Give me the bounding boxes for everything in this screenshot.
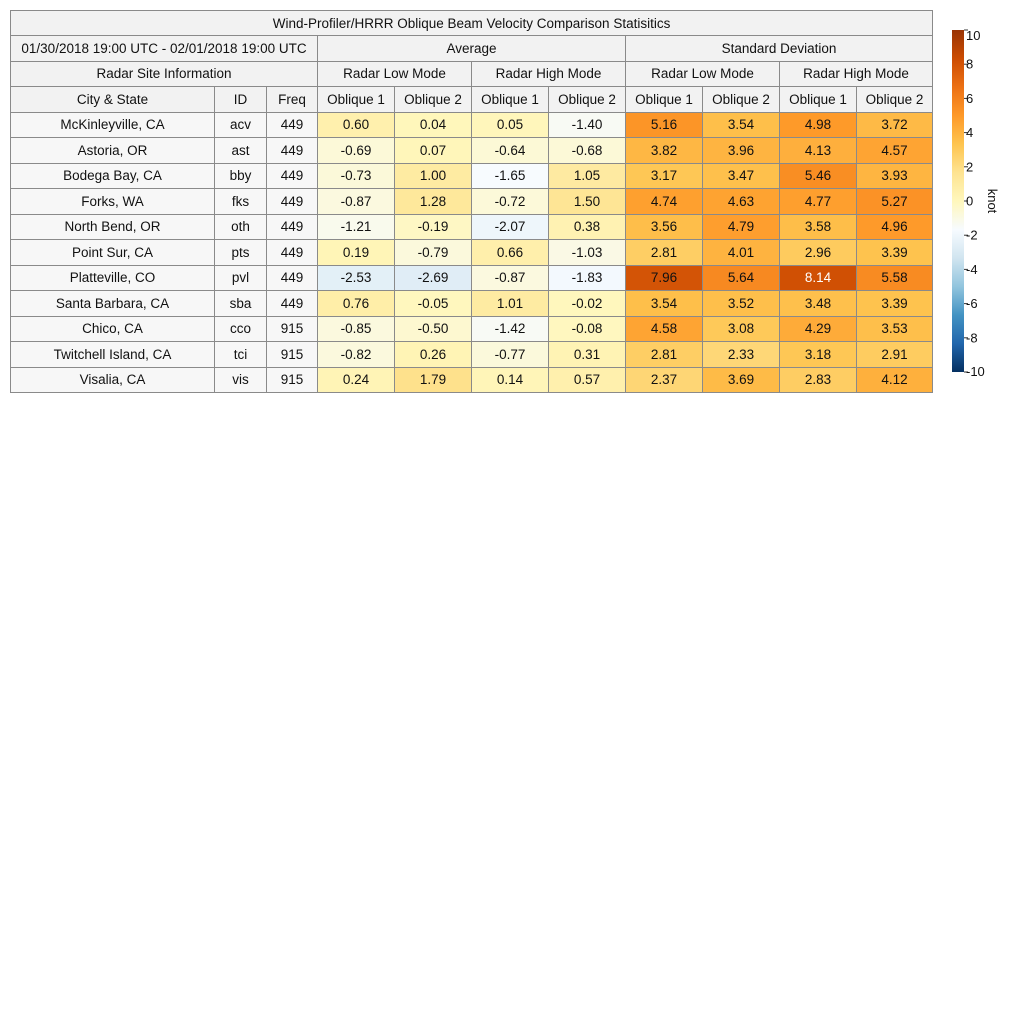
- colorbar-tick-label: -10: [966, 364, 985, 378]
- value-cell: 2.81: [626, 342, 703, 368]
- colorbar-tick-label: -6: [966, 296, 978, 312]
- value-cell: 3.56: [626, 214, 703, 240]
- value-cell: -0.08: [549, 316, 626, 342]
- column-header: ID: [215, 87, 267, 113]
- value-cell: 4.98: [780, 112, 857, 138]
- column-header: Oblique 2: [857, 87, 933, 113]
- colorbar-tick-label: 0: [966, 193, 974, 209]
- site-id-cell: pts: [215, 240, 267, 266]
- value-cell: 5.58: [857, 265, 933, 291]
- colorbar-tick-label: 8: [966, 56, 974, 72]
- value-cell: 5.46: [780, 163, 857, 189]
- colorbar: [950, 28, 1010, 378]
- value-cell: -1.65: [472, 163, 549, 189]
- value-cell: 4.79: [703, 214, 780, 240]
- value-cell: 3.08: [703, 316, 780, 342]
- colorbar-tick-label: 4: [966, 125, 974, 141]
- column-header: Oblique 2: [395, 87, 472, 113]
- value-cell: 1.50: [549, 189, 626, 215]
- value-cell: 3.53: [857, 316, 933, 342]
- value-cell: -0.72: [472, 189, 549, 215]
- value-cell: 5.27: [857, 189, 933, 215]
- mode-header-std-low: Radar Low Mode: [626, 61, 780, 87]
- value-cell: -0.50: [395, 316, 472, 342]
- column-header: Oblique 1: [318, 87, 395, 113]
- value-cell: 0.19: [318, 240, 395, 266]
- value-cell: 4.96: [857, 214, 933, 240]
- value-cell: -1.40: [549, 112, 626, 138]
- value-cell: 4.29: [780, 316, 857, 342]
- value-cell: 0.26: [395, 342, 472, 368]
- value-cell: 3.17: [626, 163, 703, 189]
- mode-header-avg-high: Radar High Mode: [472, 61, 626, 87]
- site-id-cell: sba: [215, 291, 267, 317]
- value-cell: 1.05: [549, 163, 626, 189]
- value-cell: 0.66: [472, 240, 549, 266]
- site-id-cell: acv: [215, 112, 267, 138]
- table-row: [11, 240, 933, 266]
- value-cell: -2.07: [472, 214, 549, 240]
- table-row: [11, 112, 933, 138]
- table-row: [11, 291, 933, 317]
- site-city-cell: Astoria, OR: [11, 138, 215, 164]
- value-cell: -0.19: [395, 214, 472, 240]
- site-id-cell: pvl: [215, 265, 267, 291]
- value-cell: -0.79: [395, 240, 472, 266]
- colorbar-tick-label: -4: [966, 261, 978, 277]
- value-cell: 2.37: [626, 367, 703, 393]
- site-id-cell: cco: [215, 316, 267, 342]
- value-cell: 3.39: [857, 240, 933, 266]
- site-id-cell: fks: [215, 189, 267, 215]
- table-title: Wind-Profiler/HRRR Oblique Beam Velocity Comparison Statisitics: [11, 11, 933, 36]
- site-city-cell: Twitchell Island, CA: [11, 342, 215, 368]
- value-cell: 4.74: [626, 189, 703, 215]
- table-row: [11, 163, 933, 189]
- mode-header-avg-low: Radar Low Mode: [318, 61, 472, 87]
- site-freq-cell: 449: [267, 265, 318, 291]
- column-header: Oblique 1: [472, 87, 549, 113]
- site-city-cell: Visalia, CA: [11, 367, 215, 393]
- table-row: [11, 189, 933, 215]
- site-info-header: Radar Site Information: [11, 61, 318, 87]
- value-cell: 0.76: [318, 291, 395, 317]
- site-freq-cell: 915: [267, 316, 318, 342]
- site-city-cell: North Bend, OR: [11, 214, 215, 240]
- site-city-cell: Forks, WA: [11, 189, 215, 215]
- site-freq-cell: 915: [267, 367, 318, 393]
- mode-header-std-high: Radar High Mode: [780, 61, 933, 87]
- colorbar-tick-label: -2: [966, 227, 978, 243]
- table-row: [11, 265, 933, 291]
- table-row: [11, 316, 933, 342]
- date-range: 01/30/2018 19:00 UTC - 02/01/2018 19:00 UTC: [11, 36, 318, 62]
- value-cell: 2.91: [857, 342, 933, 368]
- table-row: [11, 214, 933, 240]
- value-cell: 4.57: [857, 138, 933, 164]
- value-cell: -0.69: [318, 138, 395, 164]
- colorbar-tick-label: 6: [966, 90, 974, 106]
- value-cell: 0.24: [318, 367, 395, 393]
- table-row: [11, 367, 933, 393]
- column-header: Oblique 2: [549, 87, 626, 113]
- value-cell: -0.64: [472, 138, 549, 164]
- colorbar-unit-label: knot: [985, 188, 1000, 214]
- value-cell: 5.64: [703, 265, 780, 291]
- site-freq-cell: 449: [267, 138, 318, 164]
- table-row: [11, 342, 933, 368]
- value-cell: -2.69: [395, 265, 472, 291]
- site-freq-cell: 449: [267, 240, 318, 266]
- value-cell: -1.42: [472, 316, 549, 342]
- value-cell: -0.87: [472, 265, 549, 291]
- value-cell: 2.96: [780, 240, 857, 266]
- value-cell: 3.93: [857, 163, 933, 189]
- value-cell: -0.02: [549, 291, 626, 317]
- value-cell: -0.85: [318, 316, 395, 342]
- site-freq-cell: 449: [267, 163, 318, 189]
- value-cell: -0.05: [395, 291, 472, 317]
- value-cell: 1.79: [395, 367, 472, 393]
- value-cell: 4.63: [703, 189, 780, 215]
- site-city-cell: Santa Barbara, CA: [11, 291, 215, 317]
- value-cell: 3.54: [626, 291, 703, 317]
- value-cell: -0.82: [318, 342, 395, 368]
- std-header: Standard Deviation: [626, 36, 933, 62]
- site-id-cell: oth: [215, 214, 267, 240]
- value-cell: -0.87: [318, 189, 395, 215]
- site-freq-cell: 449: [267, 112, 318, 138]
- site-freq-cell: 915: [267, 342, 318, 368]
- value-cell: 0.38: [549, 214, 626, 240]
- value-cell: 4.77: [780, 189, 857, 215]
- column-header: Oblique 2: [703, 87, 780, 113]
- site-city-cell: Point Sur, CA: [11, 240, 215, 266]
- site-id-cell: bby: [215, 163, 267, 189]
- site-city-cell: Chico, CA: [11, 316, 215, 342]
- site-freq-cell: 449: [267, 189, 318, 215]
- value-cell: -1.83: [549, 265, 626, 291]
- average-header: Average: [318, 36, 626, 62]
- site-city-cell: McKinleyville, CA: [11, 112, 215, 138]
- colorbar-tick-label: 2: [966, 159, 974, 175]
- value-cell: 3.58: [780, 214, 857, 240]
- stats-table: [10, 10, 933, 393]
- value-cell: 7.96: [626, 265, 703, 291]
- value-cell: -1.21: [318, 214, 395, 240]
- value-cell: 3.82: [626, 138, 703, 164]
- site-city-cell: Platteville, CO: [11, 265, 215, 291]
- value-cell: -2.53: [318, 265, 395, 291]
- site-freq-cell: 449: [267, 214, 318, 240]
- colorbar-bar: [952, 30, 964, 372]
- value-cell: -1.03: [549, 240, 626, 266]
- value-cell: 0.07: [395, 138, 472, 164]
- value-cell: 4.01: [703, 240, 780, 266]
- column-header: City & State: [11, 87, 215, 113]
- value-cell: 3.96: [703, 138, 780, 164]
- column-header: Oblique 1: [780, 87, 857, 113]
- value-cell: 1.00: [395, 163, 472, 189]
- value-cell: -0.68: [549, 138, 626, 164]
- value-cell: 0.31: [549, 342, 626, 368]
- site-freq-cell: 449: [267, 291, 318, 317]
- value-cell: 2.33: [703, 342, 780, 368]
- value-cell: 8.14: [780, 265, 857, 291]
- colorbar-tick-label: -8: [966, 330, 978, 346]
- value-cell: 0.60: [318, 112, 395, 138]
- value-cell: 3.69: [703, 367, 780, 393]
- table-row: [11, 138, 933, 164]
- value-cell: 3.72: [857, 112, 933, 138]
- value-cell: 4.12: [857, 367, 933, 393]
- site-city-cell: Bodega Bay, CA: [11, 163, 215, 189]
- site-id-cell: tci: [215, 342, 267, 368]
- site-id-cell: vis: [215, 367, 267, 393]
- value-cell: 0.05: [472, 112, 549, 138]
- site-id-cell: ast: [215, 138, 267, 164]
- value-cell: 2.83: [780, 367, 857, 393]
- value-cell: -0.73: [318, 163, 395, 189]
- value-cell: 1.28: [395, 189, 472, 215]
- column-header: Freq: [267, 87, 318, 113]
- value-cell: 1.01: [472, 291, 549, 317]
- value-cell: 3.18: [780, 342, 857, 368]
- value-cell: 0.14: [472, 367, 549, 393]
- value-cell: 3.48: [780, 291, 857, 317]
- value-cell: -0.77: [472, 342, 549, 368]
- value-cell: 3.47: [703, 163, 780, 189]
- value-cell: 0.04: [395, 112, 472, 138]
- value-cell: 0.57: [549, 367, 626, 393]
- value-cell: 3.54: [703, 112, 780, 138]
- colorbar-tick-label: 10: [966, 28, 981, 43]
- value-cell: 5.16: [626, 112, 703, 138]
- value-cell: 4.13: [780, 138, 857, 164]
- value-cell: 3.52: [703, 291, 780, 317]
- value-cell: 2.81: [626, 240, 703, 266]
- column-header: Oblique 1: [626, 87, 703, 113]
- value-cell: 3.39: [857, 291, 933, 317]
- value-cell: 4.58: [626, 316, 703, 342]
